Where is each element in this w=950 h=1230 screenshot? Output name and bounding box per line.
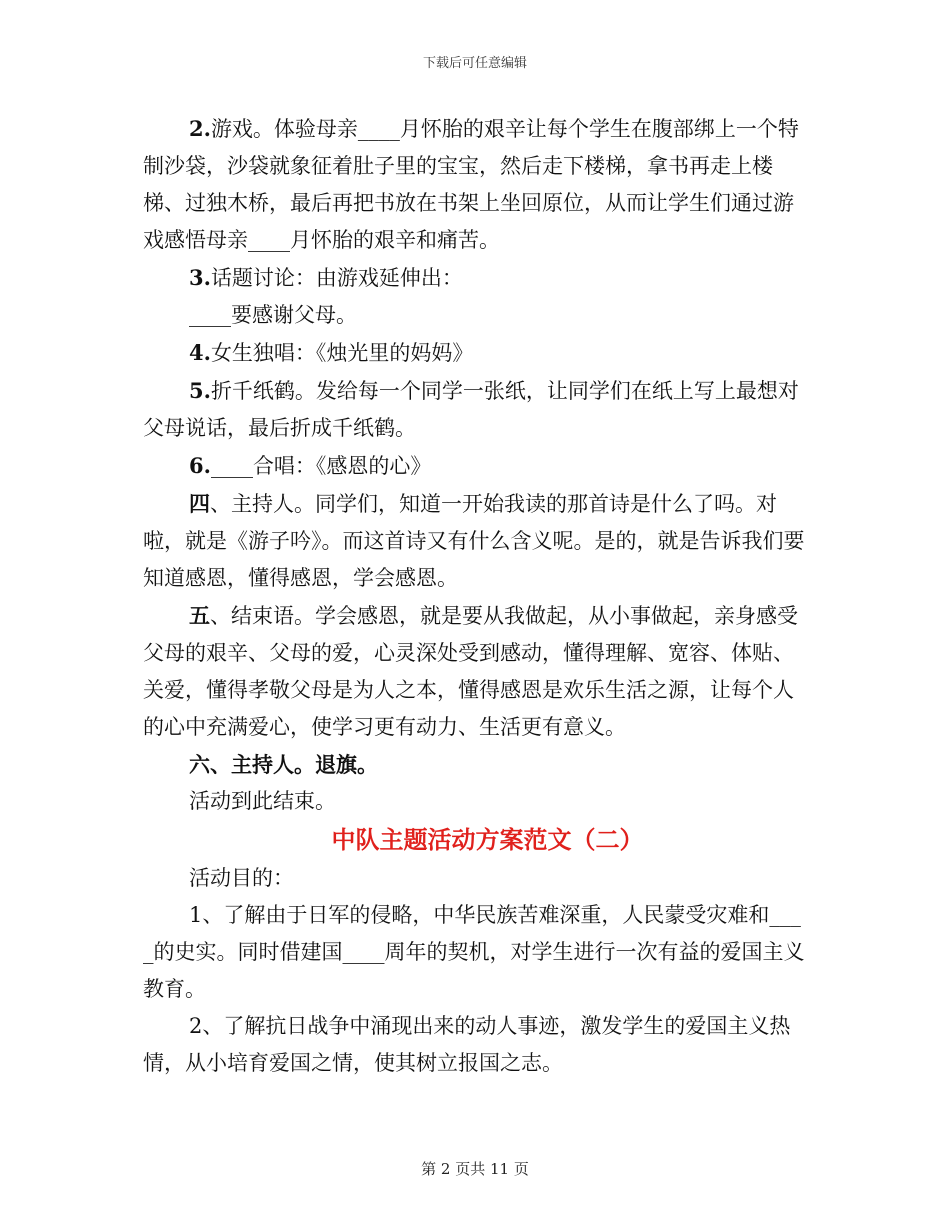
paragraph-closing bbox=[143, 597, 808, 746]
paragraph-discussion bbox=[143, 259, 808, 297]
paragraph-host bbox=[143, 485, 808, 597]
item-number: 5. bbox=[189, 378, 211, 403]
paragraph-text: 1、了解由于日军的侵略，中华民族苦难深重，人民蒙受灾难和____的史实。同时借建国____周年的契机，对学生进行一次有益的爱国主义教育。 bbox=[143, 903, 805, 1001]
paragraph-objective-1 bbox=[143, 897, 808, 1008]
paragraph-text: 游戏。体验母亲____月怀胎的艰辛让每个学生在腹部绑上一个特制沙袋，沙袋就象征着肚子里的宝宝，然后走下楼梯，拿书再走上楼梯、过独木桥，最后再把书放在书架上坐回原位，从而让学生们通过游戏感悟母亲____月怀胎的艰辛和痛苦。 bbox=[143, 117, 799, 252]
paragraph-end bbox=[143, 783, 808, 820]
section-number: 四 bbox=[189, 491, 210, 516]
paragraph-objectives bbox=[143, 860, 808, 897]
section-number: 五 bbox=[189, 603, 210, 628]
paragraph-text: 、结束语。学会感恩，就是要从我做起，从小事做起，亲身感受父母的艰辛、父母的爱，心灵深处受到感动，懂得理解、宽容、体贴、关爱，懂得孝敬父母是为人之本，懂得感恩是欢乐生活之源，让每个人的心中充满爱心，使学习更有动力、生活更有意义。 bbox=[143, 604, 798, 739]
item-number: 4. bbox=[189, 340, 211, 365]
paragraph-paper-cranes bbox=[143, 372, 808, 447]
paragraph-text: 活动目的： bbox=[189, 866, 294, 890]
item-number: 3. bbox=[189, 265, 211, 290]
item-number: 6. bbox=[189, 453, 211, 478]
paragraph-text: ____要感谢父母。 bbox=[189, 303, 357, 327]
page-footer: 第 2 页共 11 页 bbox=[421, 1160, 529, 1178]
paragraph-solo bbox=[143, 334, 808, 372]
page-header: 下载后可任意编辑 bbox=[422, 56, 527, 71]
paragraph-game bbox=[143, 110, 808, 259]
paragraph-text: 折千纸鹤。发给每一个同学一张纸，让同学们在纸上写上最想对父母说话，最后折成千纸鹤。 bbox=[143, 379, 799, 440]
paragraph-text: 话题讨论：由游戏延伸出： bbox=[210, 266, 463, 290]
paragraph-text: 2、了解抗日战争中涌现出来的动人事迹，激发学生的爱国主义热情，从小培育爱国之情，使其树立报国之志。 bbox=[143, 1014, 791, 1075]
paragraph-text: ____合唱：《感恩的心》 bbox=[210, 454, 432, 478]
section-title: 中队主题活动方案范文（二） bbox=[331, 825, 644, 854]
paragraph-objective-2 bbox=[143, 1008, 808, 1082]
paragraph-text: 六、主持人。退旗。 bbox=[189, 752, 378, 777]
document-body bbox=[143, 110, 808, 1082]
paragraph-text: 、主持人。同学们，知道一开始我读的那首诗是什么了吗。对啦，就是《游子吟》。而这首诗又有什么含义呢。是的，就是告诉我们要知道感恩，懂得感恩，学会感恩。 bbox=[143, 492, 805, 590]
paragraph-thank-parents bbox=[143, 297, 808, 334]
paragraph-flag bbox=[143, 746, 808, 783]
item-number: 2. bbox=[189, 116, 211, 141]
paragraph-chorus bbox=[143, 447, 808, 485]
paragraph-text: 女生独唱：《烛光里的妈妈》 bbox=[210, 341, 474, 365]
paragraph-text: 活动到此结束。 bbox=[189, 789, 336, 813]
